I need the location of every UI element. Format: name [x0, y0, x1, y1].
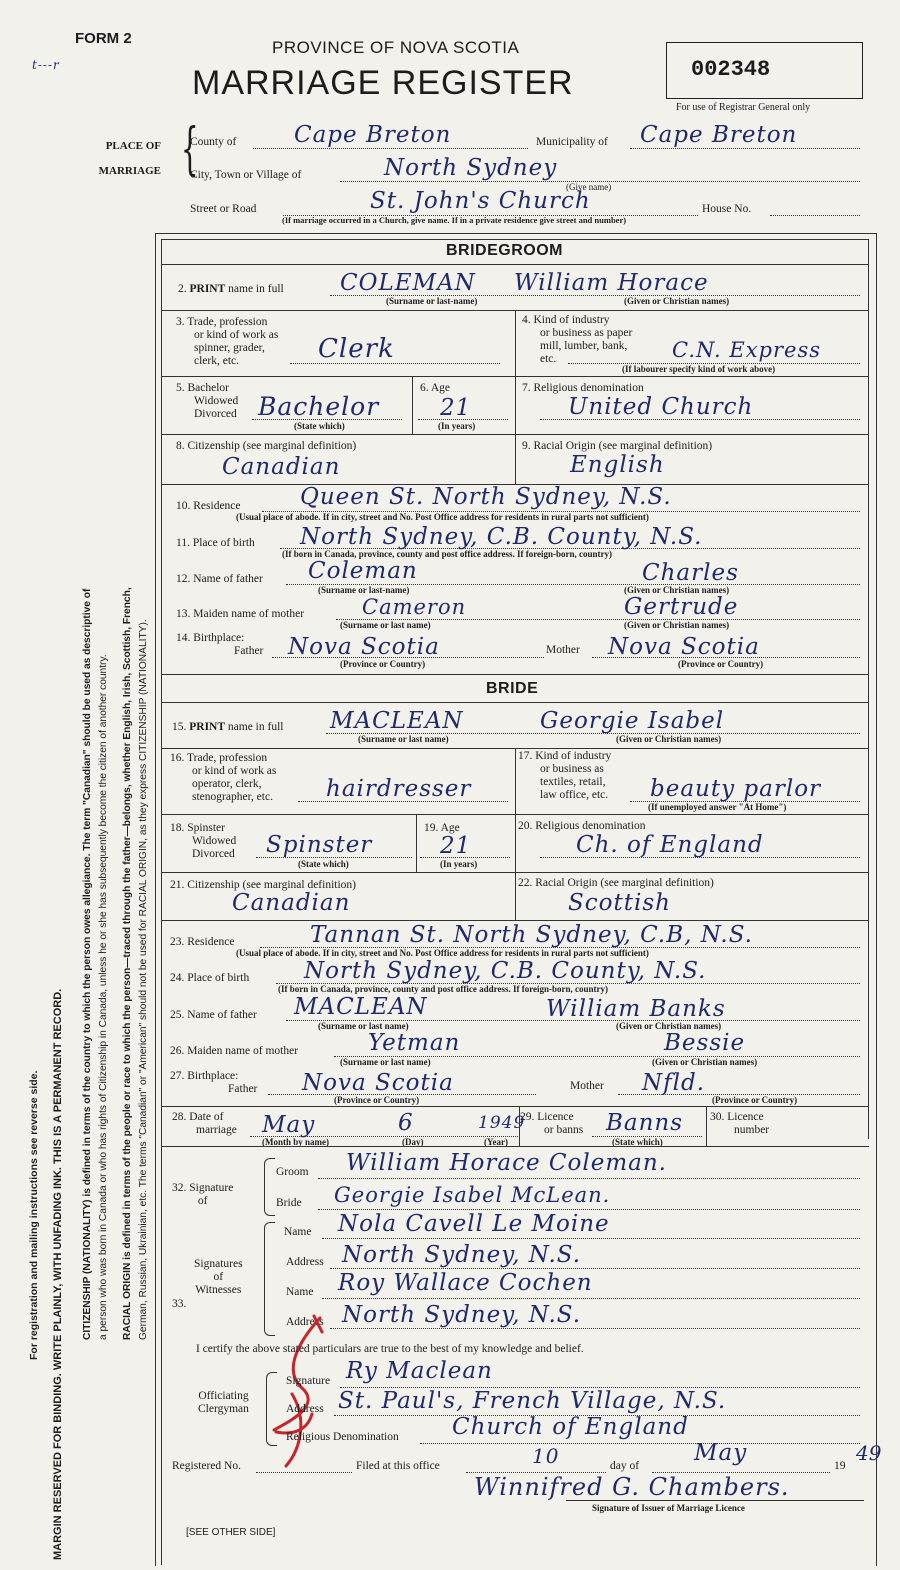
witness1-name: Nola Cavell Le Moine [338, 1211, 610, 1237]
groom-surname: COLEMAN [340, 270, 476, 296]
bride-father-given-caption: (Given or Christian names) [616, 1021, 722, 1031]
groom-father-surname: Coleman [308, 558, 418, 584]
bride-mother-given: Bessie [664, 1030, 746, 1056]
bride-residence: Tannan St. North Sydney, C.B, N.S. [310, 922, 753, 948]
marriage-month: May [262, 1112, 316, 1138]
clergy-label: Officiating Clergyman [198, 1390, 249, 1415]
groom-father-caption: (Surname or last-name) [318, 585, 410, 595]
groom-status: Bachelor [258, 392, 380, 421]
place-heading [86, 134, 161, 184]
registered-no-label: Registered No. [172, 1460, 241, 1472]
witness-num: 33. [172, 1298, 187, 1310]
groom-racial: English [570, 452, 665, 478]
w1-name-label: Name [284, 1226, 312, 1238]
marriage-year: 1949 [478, 1113, 526, 1133]
w2-name-label: Name [286, 1286, 314, 1298]
bride-signature: Georgie Isabel McLean. [334, 1183, 611, 1207]
margin-citizenship-2: a person who was born in Canada or who has rights of Citizenship in Canada, unless he or she has subsequently become the citizen of another country. [98, 654, 109, 1340]
bride-age-label: 19. Age [424, 822, 460, 834]
bride-age: 21 [440, 833, 472, 859]
bride-birth: North Sydney, C.B. County, N.S. [304, 958, 707, 984]
licence-label: 29. Licence or banns [520, 1111, 584, 1136]
licence-value: Banns [606, 1110, 684, 1136]
groom-age-caption: (In years) [438, 421, 476, 431]
groom-name-label-text: name in full [228, 283, 284, 295]
bride-residence-caption: (Usual place of abode. If in city, street and No. Post Office address for residents in rural parts not sufficient) [236, 948, 649, 958]
clergy-denom-label: Religious Denomination [286, 1431, 399, 1443]
licence-state-which: (State which) [612, 1137, 663, 1147]
groom-bp-mother-caption: (Province or Country) [678, 659, 764, 669]
groom-residence: Queen St. North Sydney, N.S. [300, 484, 672, 510]
groom-citizenship-label: 8. Citizenship (see marginal definition) [176, 440, 357, 452]
bride-residence-label: 23. Residence [170, 936, 235, 948]
bride-trade-label: 16. Trade, profession or kind of work as operator, clerk, stenographer, etc. [170, 752, 277, 803]
groom-industry: C.N. Express [672, 338, 822, 362]
municipality-value: Cape Breton [640, 122, 798, 148]
certify-statement: I certify the above stated particulars are true to the best of my knowledge and belief. [196, 1343, 584, 1355]
groom-name-num: 2. [178, 283, 187, 295]
groom-status-label: 5. Bachelor Widowed Divorced [176, 382, 239, 420]
county-value: Cape Breton [294, 122, 452, 148]
bride-bp-mother-caption: (Province or Country) [712, 1095, 798, 1105]
groom-father-given: Charles [642, 560, 739, 586]
year-caption: (Year) [484, 1137, 508, 1147]
day-caption: (Day) [402, 1137, 424, 1147]
municipality-label: Municipality of [536, 136, 608, 148]
issuer-caption: Signature of Issuer of Marriage Licence [592, 1503, 745, 1513]
groom-birth: North Sydney, C.B. County, N.S. [300, 524, 703, 550]
place-brace: { [180, 117, 199, 182]
bride-trade: hairdresser [326, 776, 472, 802]
margin-racial-2: German, Russian, Ukrainian, etc. The terms "Canadian" or "American" should not be used for RACIAL ORIGIN, as they express CITIZENSHIP (NATIONALITY). [138, 619, 149, 1340]
bride-age-caption: (In years) [440, 859, 478, 869]
bride-name-label: 15. PRINT name in full [172, 721, 284, 733]
bride-given: Georgie Isabel [540, 708, 725, 734]
place-heading-2: MARRIAGE [98, 165, 161, 177]
groom-father-label: 12. Name of father [176, 573, 263, 585]
groom-residence-label: 10. Residence [176, 500, 241, 512]
register-title: MARRIAGE REGISTER [192, 64, 574, 102]
bride-bp-mother: Nfld. [642, 1070, 706, 1096]
bride-father-label: 25. Name of father [170, 1009, 257, 1021]
bride-status-label: 18. Spinster Widowed Divorced [170, 822, 237, 860]
groom-name-label [178, 283, 284, 296]
margin-citizenship-1: CITIZENSHIP (NATIONALITY) is defined in terms of the country to which the person owes allegiance. The term "Canadian" should be used as descriptive of [82, 588, 93, 1340]
bride-state-which: (State which) [298, 859, 349, 869]
w1-address-label: Address [286, 1256, 324, 1268]
clergy-signature: Ry Maclean [346, 1358, 493, 1384]
house-label: House No. [702, 203, 752, 215]
registrar-note: For use of Registrar General only [676, 102, 811, 113]
street-label: Street or Road [190, 203, 257, 215]
filed-label: Filed at this office [356, 1460, 440, 1472]
clergy-sig-label: Signature [286, 1375, 331, 1387]
marriage-date-label: 28. Date of marriage [172, 1111, 237, 1136]
province-title: PROVINCE OF NOVA SCOTIA [272, 38, 520, 57]
bride-industry-caption: (If unemployed answer "At Home") [648, 802, 787, 812]
groom-sig-label: Groom [276, 1166, 309, 1178]
bride-birth-caption: (If born in Canada, province, county and post office address. If foreign-born, country) [278, 984, 609, 994]
clergy-denomination: Church of England [452, 1414, 689, 1440]
bride-mother-given-caption: (Given or Christian names) [652, 1057, 758, 1067]
day-of-label: day of [610, 1460, 640, 1472]
bride-heading: BRIDE [486, 680, 539, 697]
bride-given-caption: (Given or Christian names) [616, 734, 722, 744]
groom-citizenship: Canadian [222, 454, 341, 480]
register-number-box [666, 42, 863, 99]
see-other-side: [SEE OTHER SIDE] [186, 1527, 276, 1538]
groom-religion: United Church [568, 394, 754, 420]
city-value: North Sydney [384, 155, 558, 181]
filed-day: 10 [532, 1444, 560, 1468]
city-label: City, Town or Village of [190, 169, 302, 181]
witness1-address: North Sydney, N.S. [342, 1242, 582, 1268]
groom-birth-caption: (If born in Canada, province, county and post office address. If foreign-born, country) [282, 549, 613, 559]
groom-bp-mother-label: Mother [546, 644, 580, 656]
bride-mother-surname: Yetman [368, 1030, 461, 1056]
street-caption: (If marriage occurred in a Church, give name. If in a private residence give street and number) [282, 215, 627, 225]
groom-mother-surname: Cameron [362, 595, 467, 619]
bride-religion: Ch. of England [576, 832, 764, 858]
bride-racial: Scottish [568, 890, 671, 916]
year-suffix: 49 [856, 1441, 882, 1465]
bride-citizenship: Canadian [232, 890, 351, 916]
groom-trade-label: 3. Trade, profession or kind of work as spinner, grader, clerk, etc. [176, 316, 279, 367]
signature-label: 32. Signature of [172, 1182, 234, 1207]
margin-binding-note: MARGIN RESERVED FOR BINDING. WRITE PLAINLY, WITH UNFADING INK. THIS IS A PERMANENT RECORD. [52, 988, 64, 1560]
bride-industry: beauty parlor [650, 776, 822, 802]
licence-number-label: 30. Licence number [710, 1111, 770, 1136]
groom-age-label: 6. Age [420, 382, 451, 394]
groom-father-given-caption: (Given or Christian names) [624, 585, 730, 595]
groom-mother-given-caption: (Given or Christian names) [624, 620, 730, 630]
bride-racial-label: 22. Racial Origin (see marginal definition) [518, 877, 714, 889]
groom-birth-label: 11. Place of birth [176, 537, 255, 549]
bride-father-surname: MACLEAN [294, 994, 428, 1020]
filed-month: May [694, 1440, 748, 1466]
groom-mother-given: Gertrude [624, 594, 739, 620]
groom-bp-label: 14. Birthplace: Father [176, 632, 264, 657]
groom-given: William Horace [514, 270, 709, 296]
groom-state-which: (State which) [294, 421, 345, 431]
groom-bp-caption: (Province or Country) [340, 659, 426, 669]
bride-bp-label: 27. Birthplace: Father [170, 1070, 258, 1095]
witness2-name: Roy Wallace Cochen [338, 1270, 593, 1296]
witness2-address: North Sydney, N.S. [342, 1302, 582, 1328]
corner-mark: t---r [32, 58, 60, 72]
groom-residence-caption: (Usual place of abode. If in city, street and No. Post Office address for residents in rural parts not sufficient) [236, 512, 649, 522]
groom-industry-label: 4. Kind of industry or business as paper mill, lumber, bank, etc. [522, 314, 633, 365]
groom-surname-caption: (Surname or last-name) [386, 296, 478, 306]
issuer-signature: Winnifred G. Chambers. [474, 1473, 790, 1501]
bride-religion-label: 20. Religious denomination [518, 820, 646, 832]
bride-sig-label: Bride [276, 1197, 302, 1209]
bride-mother-label: 26. Maiden name of mother [170, 1045, 299, 1057]
bride-bp-mother-label: Mother [570, 1080, 604, 1092]
bride-birth-label: 24. Place of birth [170, 972, 250, 984]
county-label: County of [190, 136, 237, 148]
groom-religion-label: 7. Religious denomination [522, 382, 644, 394]
witnesses-label: Signatures of Witnesses [194, 1258, 243, 1296]
groom-print-word: PRINT [189, 283, 226, 295]
bride-surname: MACLEAN [330, 708, 464, 734]
clergy-address-label: Address [286, 1403, 324, 1415]
bride-bp-caption: (Province or Country) [334, 1095, 420, 1105]
place-heading-1: PLACE OF [105, 140, 161, 152]
w2-address-label: Address [286, 1316, 324, 1328]
groom-age: 21 [440, 395, 472, 421]
bride-father-given: William Banks [546, 996, 726, 1022]
bride-industry-label: 17. Kind of industry or business as textiles, retail, law office, etc. [518, 750, 612, 801]
bride-father-caption: (Surname or last name) [318, 1021, 409, 1031]
groom-mother-label: 13. Maiden name of mother [176, 608, 305, 620]
register-number: 002348 [691, 57, 771, 82]
form-number-label: FORM 2 [75, 30, 132, 47]
margin-racial-1: RACIAL ORIGIN is defined in terms of the people or race to which the person—traced through the father—belongs, whether English, Irish, Scottish, French, [122, 587, 133, 1340]
bride-surname-caption: (Surname or last name) [358, 734, 449, 744]
groom-bp-mother: Nova Scotia [608, 634, 760, 660]
bride-bp-father: Nova Scotia [302, 1070, 454, 1096]
groom-signature: William Horace Coleman. [346, 1150, 667, 1176]
groom-racial-label: 9. Racial Origin (see marginal definition) [522, 440, 713, 452]
give-name-caption: (Give name) [566, 182, 612, 192]
groom-mother-caption: (Surname or last name) [340, 620, 431, 630]
clergy-address: St. Paul's, French Village, N.S. [338, 1388, 727, 1414]
groom-industry-caption: (If labourer specify kind of work above) [622, 364, 776, 374]
year-prefix: 19 [834, 1460, 846, 1472]
marriage-day: 6 [398, 1110, 414, 1136]
groom-trade: Clerk [318, 334, 395, 364]
bride-status: Spinster [266, 832, 373, 858]
bridegroom-heading: BRIDEGROOM [446, 242, 563, 259]
month-caption: (Month by name) [262, 1137, 329, 1147]
margin-instructions: For registration and mailing instructions see reverse side. [28, 1070, 40, 1360]
groom-bp-father: Nova Scotia [288, 634, 440, 660]
bride-mother-caption: (Surname or last name) [340, 1057, 431, 1067]
groom-given-caption: (Given or Christian names) [624, 296, 730, 306]
bride-citizenship-label: 21. Citizenship (see marginal definition) [170, 879, 356, 891]
street-value: St. John's Church [370, 188, 591, 214]
